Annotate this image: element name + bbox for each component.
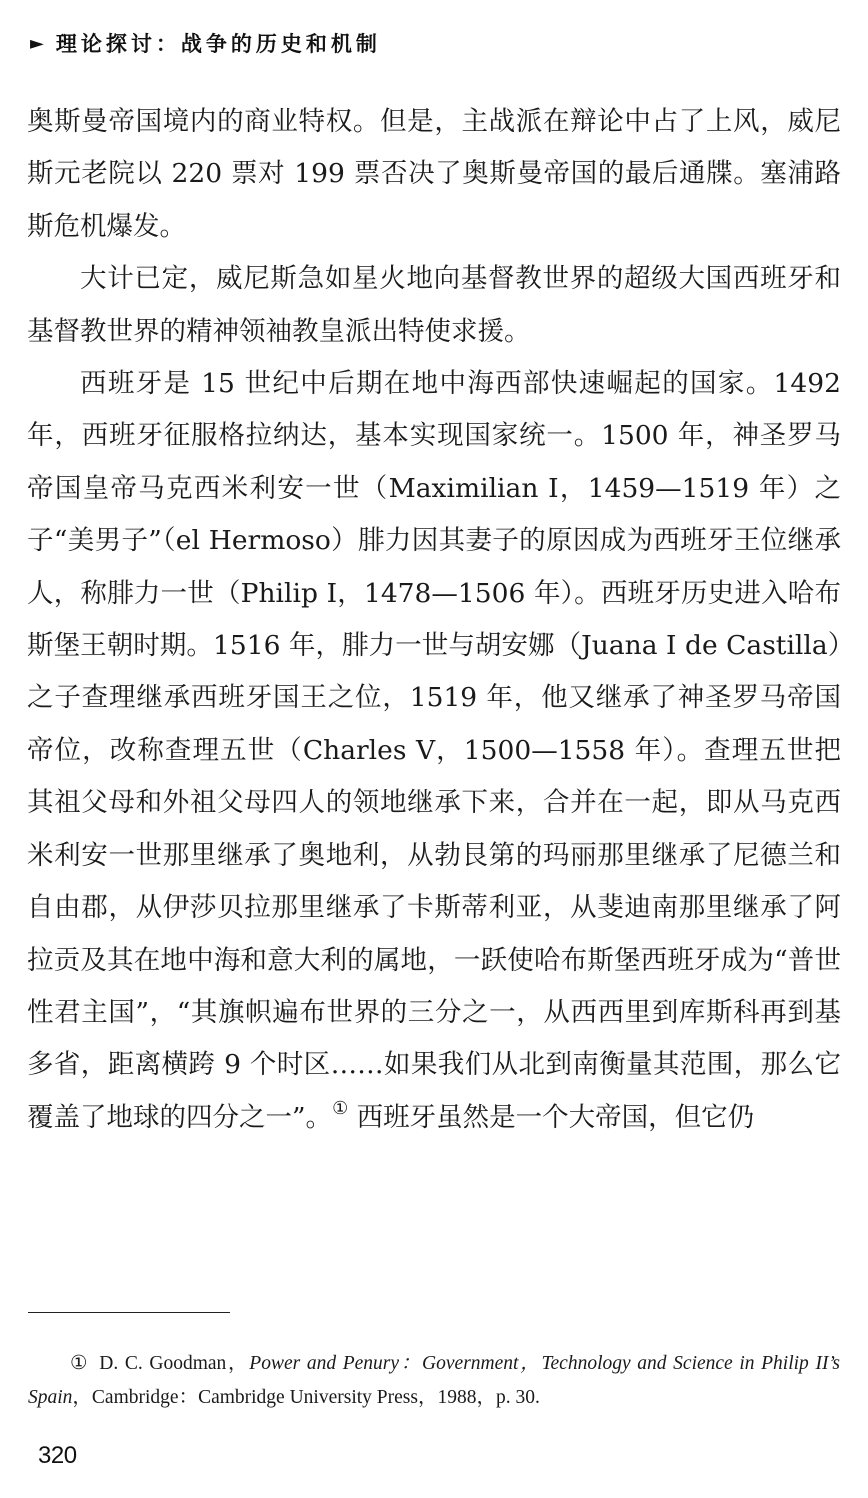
paragraph-3-text: 西班牙是 15 世纪中后期在地中海西部快速崛起的国家。1492 年，西班牙征服格拉纳达，基本实现国家统一。1500 年，神圣罗马帝国皇帝马克西米利安一世（Maximilian Ⅰ，1459—1519 年）之子“美男子”（el Hermoso）腓力因其妻子的原因成为西班牙王位继承人，称腓力一世（Philip Ⅰ，1478—1506 年）。西班牙历史进入哈布斯堡王朝时期。1516 年，腓力一世与胡安娜（Juana I de Castilla）之子查理继承西班牙国王之位，1519 年，他又继承了神圣罗马帝国帝位，改称查理五世（Charles Ⅴ，1500—1558 年）。查理五世把其祖父母和外祖父母四人的领地继承下来，合并在一起，即从马克西米利安一世那里继承了奥地利，从勃艮第的玛丽那里继承了尼德兰和自由郡，从伊莎贝拉那里继承了卡斯蒂利亚，从斐迪南那里继承了阿拉贡及其在地中海和意大利的属地，一跃使哈布斯堡西班牙成为“普世性君主国”，“其旗帜遍布世界的三分之一，从西西里到库斯科再到基多省，距离横跨 9 个时区……如果我们从北到南衡量其范围，那么它覆盖了地球的四分之一”。: [27, 368, 841, 1133]
footnote-book-title: Power and Penury：Government，Technology and Science in Philip II’s Spain: [28, 1353, 841, 1408]
footnote-publication: ，Cambridge：Cambridge University Press，1988，p. 30.: [72, 1387, 540, 1408]
header-arrow-icon: ►: [30, 32, 44, 54]
footnote-reference[interactable]: ①: [332, 1097, 349, 1119]
page-number: 320: [38, 1442, 77, 1469]
footnote-author: D. C. Goodman，: [99, 1353, 250, 1374]
paragraph-2: 大计已定，威尼斯急如星火地向基督教世界的超级大国西班牙和基督教世界的精神领袖教皇派出特使求援。: [27, 263, 841, 347]
footnote-mark: ①: [70, 1353, 90, 1374]
body-text: [27, 96, 841, 1144]
running-header: [30, 28, 381, 58]
paragraph-1: 奥斯曼帝国境内的商业特权。但是，主战派在辩论中占了上风，威尼斯元老院以 220 票对 199 票否决了奥斯曼帝国的最后通牒。塞浦路斯危机爆发。: [27, 106, 841, 242]
footnote: [28, 1347, 840, 1415]
paragraph-3-tail: 西班牙虽然是一个大帝国，但它仍: [348, 1101, 755, 1133]
footnote-divider: [28, 1312, 230, 1313]
header-title: 理论探讨：战争的历史和机制: [55, 32, 381, 56]
paragraph-3: [27, 358, 841, 1144]
